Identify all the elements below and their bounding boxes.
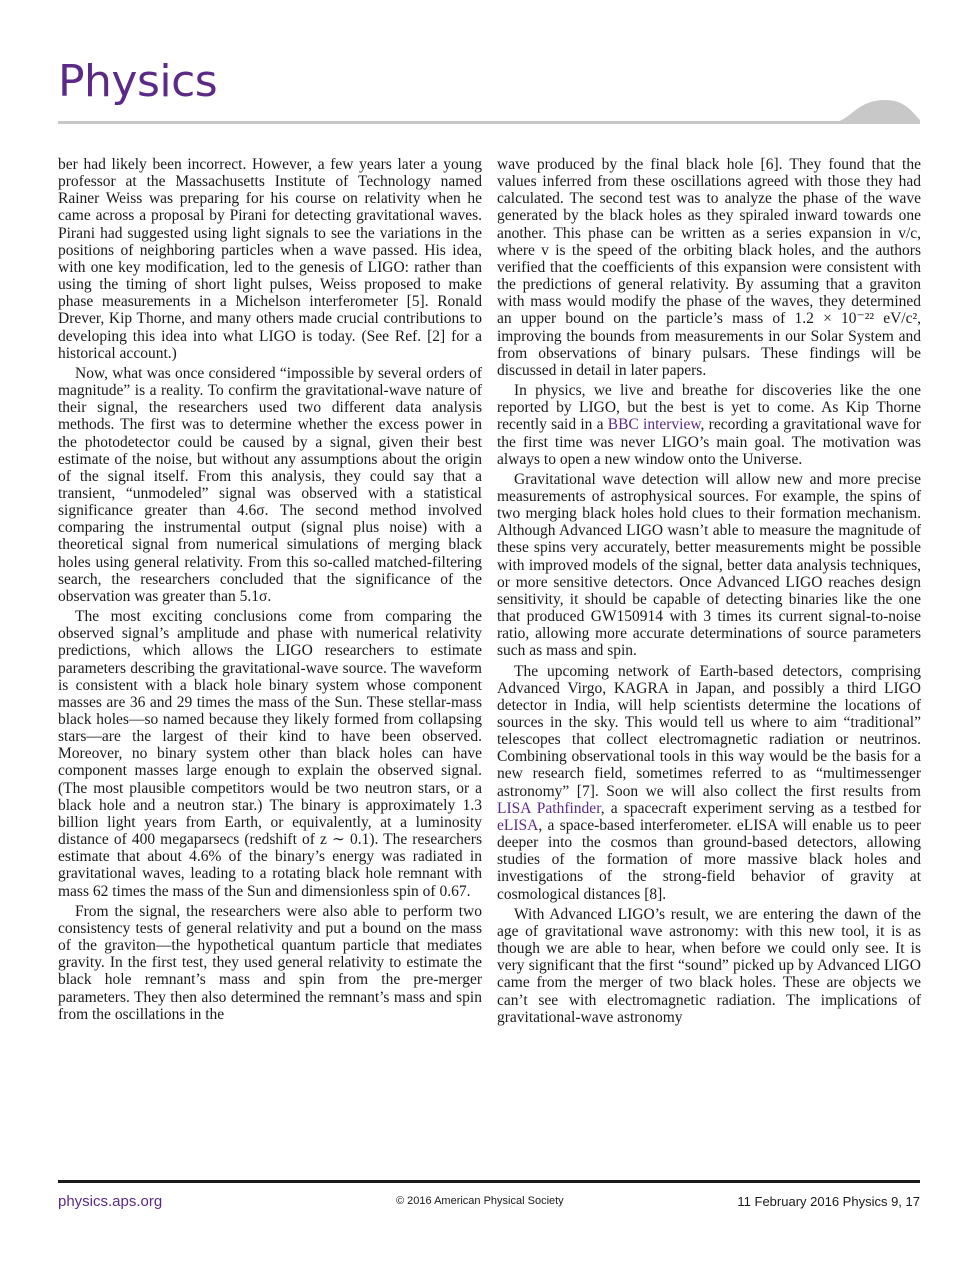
bbc-interview-link[interactable]: BBC interview <box>607 416 701 434</box>
elisa-link[interactable]: eLISA <box>497 816 539 834</box>
header-rule <box>58 121 920 124</box>
paragraph: wave produced by the final black hole [6]. They found that the values inferred from these oscillations agreed with those they had calculated. The second test was to analyze the phase of the wave generated by the black holes as they spiraled inward towards one another. This phase can be written as a series expansion in v/c, where v is the speed of the orbiting black holes, and the authors verified that the coefficients of this expansion were consistent with the predictions of general relativity. By assuming that a graviton with mass would modify the phase of the waves, they determined an upper bound on the particle’s mass of 1.2 × 10⁻²² eV/c², improving the bounds from measurements in our Solar System and from observations of binary pulsars. These findings will be discussed in detail in later papers. <box>497 156 921 379</box>
paragraph-text: , a space-based interferometer. eLISA will enable us to peer deeper into the cosmos than ground-based detectors, allowing studies of the formation of more massive black holes and investigations of the strong-field behavior of gravity at cosmological distances [8]. <box>497 816 921 903</box>
paragraph: Gravitational wave detection will allow new and more precise measurements of astrophysical sources. For example, the spins of two merging black holes hold clues to their formation mechanism. Although Advanced LIGO wasn’t able to measure the magnitude of these spins very accurately, better measurements might be possible with improved models of the signal, better data analysis techniques, or more sensitive detectors. Once Advanced LIGO reaches design sensitivity, it should be capable of detecting binaries like the one that produced GW150914 with 3 times its current signal-to-noise ratio, allowing more accurate determinations of source parameters such as mass and spin. <box>497 470 921 660</box>
paragraph: The most exciting conclusions come from comparing the observed signal’s amplitude and phase with numerical relativity predictions, which allows the LIGO researchers to estimate parameters describing the gravitational-wave source. The waveform is consistent with a black hole binary system whose component masses are 36 and 29 times the mass of the Sun. These stellar-mass black holes—so named because they likely formed from collapsing stars—are the largest of their kind to have been observed. Moreover, no binary system other than black holes can have component masses large enough to explain the observed signal. (The most plausible competitors would be two neutron stars, or a black hole and a neutron star.) The binary is approximately 1.3 billion light years from Earth, or equivalently, at a luminosity distance of 400 megaparsecs (redshift of z ∼ 0.1). The researchers estimate that about 4.6% of the binary’s energy was radiated in gravitational waves, leading to a rotating black hole remnant with mass 62 times the mass of the Sun and dimensionless spin of 0.67. <box>58 608 482 900</box>
paragraph <box>497 382 921 468</box>
footer <box>58 1194 920 1214</box>
paragraph: From the signal, the researchers were also able to perform two consistency tests of general relativity and put a bound on the mass of the graviton—the hypothetical quantum particle that mediates gravity. In the first test, they used general relativity to estimate the black hole remnant’s mass and spin from the pre-merger parameters. They then also determined the remnant’s mass and spin from the oscillations in the <box>58 902 482 1023</box>
lisa-pathfinder-link[interactable]: LISA Pathfinder <box>497 799 601 817</box>
right-column <box>497 156 921 1029</box>
publication-date: 11 February 2016 Physics 9, 17 <box>737 1194 920 1209</box>
paragraph-text: , a spacecraft experiment serving as a testbed for <box>600 799 921 817</box>
paragraph-text: , recording a gravitational wave for the first time was never LIGO’s main goal. The motivation was always to open a new window onto the Universe. <box>497 416 921 468</box>
paragraph-text: The upcoming network of Earth-based detectors, comprising Advanced Virgo, KAGRA in Japan, and possibly a third LIGO detector in India, will help scientists determine the locations of sources in the sky. This would tell us where to aim “traditional” telescopes that collect electromagnetic radiation or neutrinos. Combining observational tools in this way would be the basis for a new research field, sometimes referred to as “multimessenger astronomy” [7]. Soon we will also collect the first results from <box>497 662 921 800</box>
paragraph: Now, what was once considered “impossible by several orders of magnitude” is a reality. To confirm the gravitational-wave nature of their signal, the researchers used two different data analysis methods. The first was to determine whether the excess power in the photodetector could be caused by a signal, given their best estimate of the noise, but without any assumptions about the origin of the signal itself. From this analysis, they could say that a transient, “unmodeled” signal was observed with a statistical significance greater than 4.6σ. The second method involved comparing the instrumental output (signal plus noise) with a theoretical signal from numerical simulations of merging black holes using general relativity. From this so-called matched-filtering search, the researchers concluded that the significance of the observation was greater than 5.1σ. <box>58 364 482 605</box>
paragraph: With Advanced LIGO’s result, we are entering the dawn of the age of gravitational wave astronomy: with this new tool, it is as though we are able to hear, when before we could only see. It is very significant that the first “sound” picked up by Advanced LIGO came from the merger of two black holes. These are objects we can’t see with electromagnetic radiation. The implications of gravitational-wave astronomy <box>497 905 921 1026</box>
copyright-notice: © 2016 American Physical Society <box>396 1195 564 1207</box>
paragraph-text: In physics, we live and breathe for discoveries like the one reported by LIGO, but the best is yet to come. As Kip Thorne recently said in a <box>497 382 921 434</box>
site-link[interactable]: physics.aps.org <box>58 1193 163 1210</box>
paragraph <box>497 663 921 903</box>
left-column <box>58 156 482 1026</box>
physics-logo[interactable]: Physics <box>58 56 218 107</box>
footer-rule <box>58 1180 920 1183</box>
paragraph: ber had likely been incorrect. However, a few years later a young professor at the Massachusetts Institute of Technology named Rainer Weiss was preparing for his course on relativity when he came across a proposal by Pirani for detecting gravitational waves. Pirani had suggested using light signals to see the variations in the positions of neighboring particles when a wave passed. His idea, with one key modification, led to the genesis of LIGO: rather than using the timing of short light pulses, Weiss proposed to make phase measurements in a Michelson interferometer [5]. Ronald Drever, Kip Thorne, and many others made crucial contributions to developing this idea into what LIGO is today. (See Ref. [2] for a historical account.) <box>58 156 482 362</box>
